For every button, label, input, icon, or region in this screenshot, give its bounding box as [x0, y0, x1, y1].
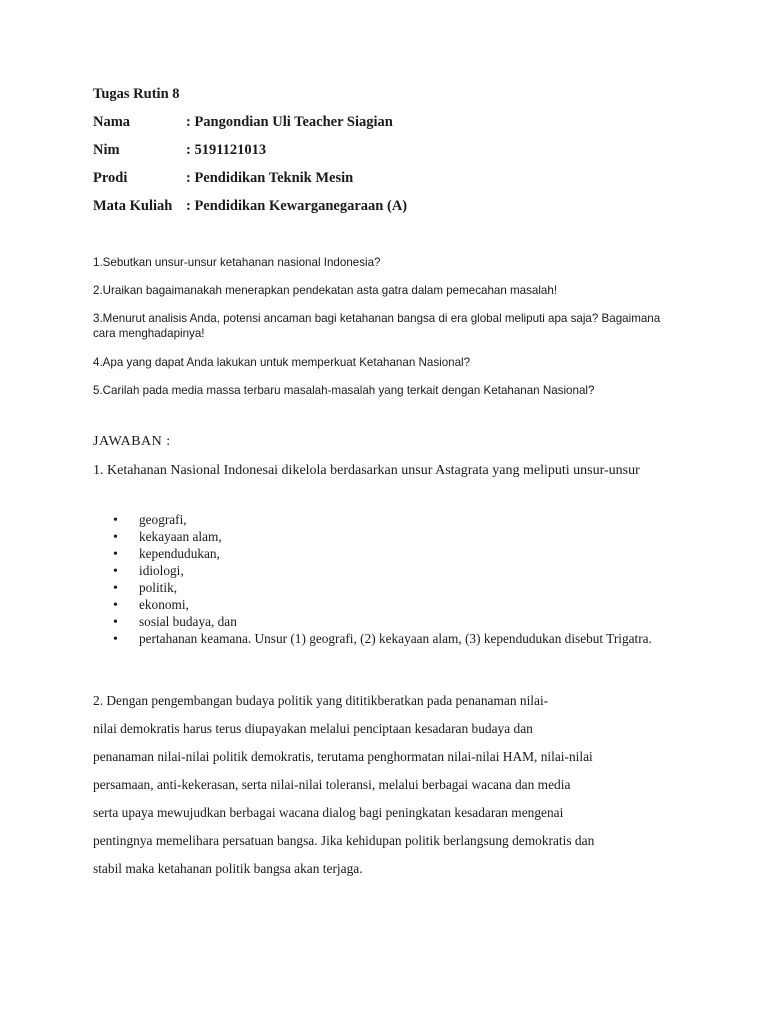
field-label: Nim — [93, 142, 120, 158]
answer-1-intro: 1. Ketahanan Nasional Indonesai dikelola berdasarkan unsur Astagrata yang meliputi unsur-unsur — [93, 463, 640, 478]
field-label: Prodi — [93, 170, 128, 186]
bullet-icon: • — [113, 513, 118, 528]
bullet-icon: • — [113, 564, 118, 579]
field-label: Nama — [93, 114, 131, 130]
field-value: : Pendidikan Teknik Mesin — [186, 170, 354, 186]
list-item: • idiologi, — [93, 562, 675, 579]
field-value: : 5191121013 — [186, 142, 267, 158]
question-5: 5.Carilah pada media massa terbaru masalah-masalah yang terkait dengan Ketahanan Nasional? — [93, 384, 595, 397]
field-value: : Pendidikan Kewarganegaraan (A) — [186, 198, 408, 214]
field-nama — [93, 114, 393, 131]
list-item: • politik, — [93, 579, 675, 596]
question-1: 1.Sebutkan unsur-unsur ketahanan nasional Indonesia? — [93, 256, 381, 269]
list-item: • geografi, — [93, 511, 675, 528]
list-item: • kekayaan alam, — [93, 528, 675, 545]
bullet-icon: • — [113, 615, 118, 630]
field-prodi — [93, 170, 353, 187]
field-value: : Pangondian Uli Teacher Siagian — [186, 114, 393, 130]
bullet-icon: • — [113, 598, 118, 613]
list-item: • kependudukan, — [93, 545, 675, 562]
field-nim — [93, 142, 266, 159]
answer-2-line: pentingnya memelihara persatuan bangsa. Jika kehidupan politik berlangsung demokratis dan — [93, 833, 595, 848]
answer-2-line: serta upaya mewujudkan berbagai wacana dialog bagi peningkatan kesadaran mengenai — [93, 805, 564, 820]
answers-heading: JAWABAN : — [93, 434, 171, 449]
document-title: Tugas Rutin 8 — [93, 86, 180, 102]
answer-2-line: persamaan, anti-kekerasan, serta nilai-nilai toleransi, melalui berbagai wacana dan media — [93, 777, 571, 792]
bullet-icon: • — [113, 581, 118, 596]
bullet-icon: • — [113, 530, 118, 545]
answer-2-line: penanaman nilai-nilai politik demokratis, terutama penghormatan nilai-nilai HAM, nilai-nilai — [93, 749, 593, 764]
answer-2 — [93, 692, 675, 888]
list-item: • sosial budaya, dan — [93, 613, 675, 630]
answer-2-line: 2. Dengan pengembangan budaya politik yang dititikberatkan pada penanaman nilai- — [93, 693, 549, 708]
question-3: 3.Menurut analisis Anda, potensi ancaman bagi ketahanan bangsa di era global meliputi apa saja? Bagaimana cara menghadapinya! — [93, 312, 661, 340]
question-4: 4.Apa yang dapat Anda lakukan untuk memperkuat Ketahanan Nasional? — [93, 356, 471, 369]
answer-2-line: stabil maka ketahanan politik bangsa akan terjaga. — [93, 861, 363, 876]
answer-2-line: nilai demokratis harus terus diupayakan melalui penciptaan kesadaran budaya dan — [93, 721, 533, 736]
field-label: Mata Kuliah — [93, 198, 173, 214]
field-mata-kuliah — [93, 198, 407, 215]
question-2: 2.Uraikan bagaimanakah menerapkan pendekatan asta gatra dalam pemecahan masalah! — [93, 284, 558, 297]
list-item: • ekonomi, — [93, 596, 675, 613]
bullet-icon: • — [113, 632, 118, 647]
answer-1-list — [93, 511, 675, 647]
list-item: • pertahanan keamana. Unsur (1) geografi, (2) kekayaan alam, (3) kependudukan disebut Trigatra. — [93, 630, 675, 647]
bullet-icon: • — [113, 547, 118, 562]
